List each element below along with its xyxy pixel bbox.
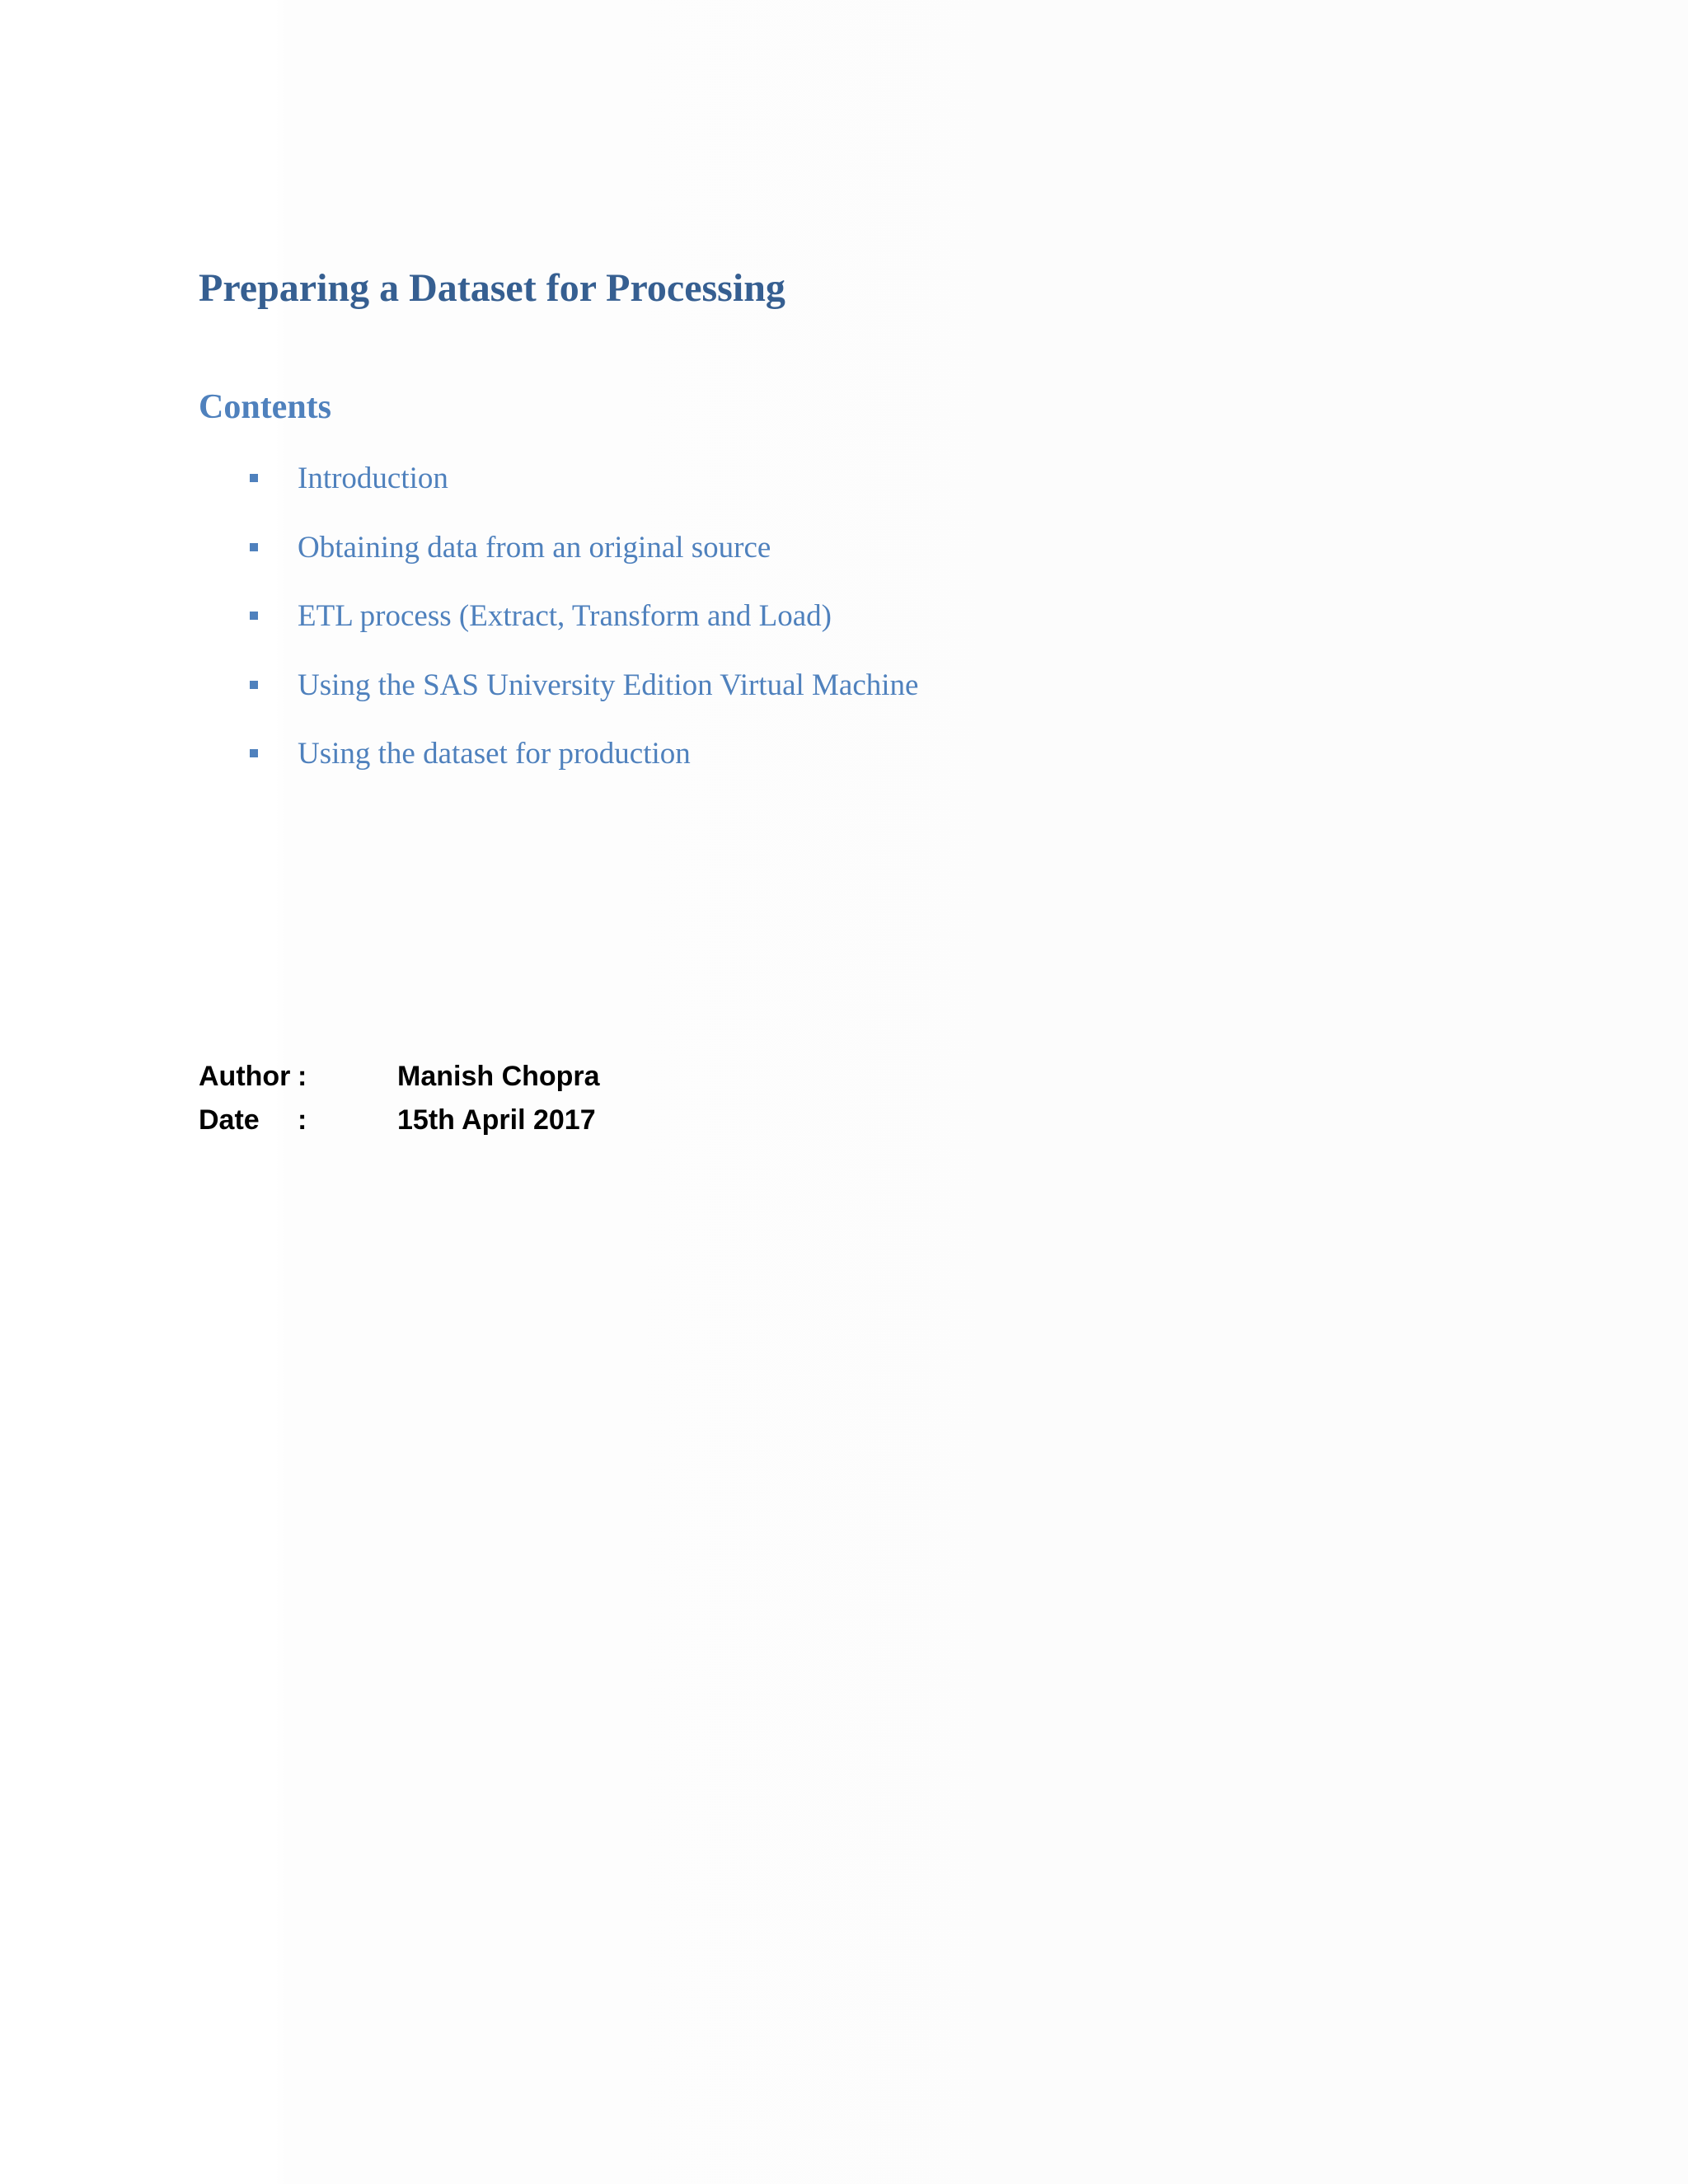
square-bullet-icon [250, 749, 258, 757]
contents-item-label: Introduction [298, 462, 448, 495]
date-value: 15th April 2017 [397, 1104, 596, 1136]
document-title: Preparing a Dataset for Processing [199, 266, 785, 310]
contents-heading: Contents [199, 388, 332, 426]
square-bullet-icon [250, 612, 258, 620]
square-bullet-icon [250, 543, 258, 551]
contents-item-label: Using the dataset for production [298, 737, 691, 771]
author-label: Author [199, 1061, 291, 1092]
square-bullet-icon [250, 474, 258, 482]
date-label: Date [199, 1104, 260, 1136]
square-bullet-icon [250, 681, 258, 689]
contents-item-label: ETL process (Extract, Transform and Load) [298, 599, 832, 633]
author-value: Manish Chopra [397, 1061, 600, 1092]
date-separator: : [298, 1104, 307, 1136]
contents-item-label: Obtaining data from an original source [298, 530, 771, 565]
contents-item-label: Using the SAS University Edition Virtual Machine [298, 668, 919, 702]
author-separator: : [298, 1061, 307, 1092]
